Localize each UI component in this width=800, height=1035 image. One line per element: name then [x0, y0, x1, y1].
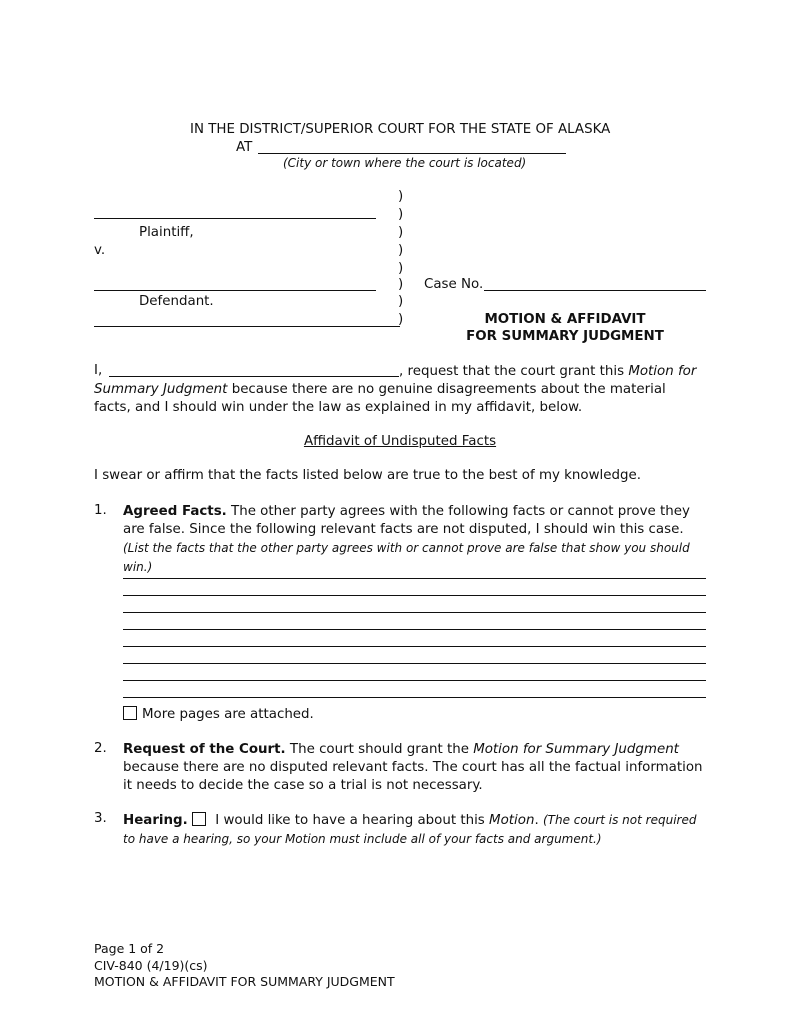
- fact-line[interactable]: [123, 612, 706, 613]
- caption-paren: ): [398, 312, 404, 327]
- footer-page-number: Page 1 of 2: [94, 941, 165, 956]
- oath-statement: I swear or affirm that the facts listed below are true to the best of my knowledge.: [94, 468, 642, 483]
- fact-line[interactable]: [123, 663, 706, 664]
- agreed-facts-text: The other party agrees with the following facts or cannot prove they are false. Since the following relevant facts are not disputed, I should win this case.: [123, 504, 690, 537]
- document-title-line1: MOTION & AFFIDAVIT: [484, 312, 646, 327]
- case-number-label: Case No.: [424, 277, 484, 292]
- item-number: 2.: [94, 741, 107, 756]
- caption-paren: ): [398, 277, 404, 292]
- agreed-facts-hint: (List the facts that the other party agrees with or cannot prove are false that show you should win.): [123, 541, 690, 574]
- hearing-motion-word: Motion: [489, 813, 535, 828]
- caption-paren: ): [398, 207, 404, 222]
- agreed-facts-paragraph: [123, 503, 706, 577]
- item-number: 3.: [94, 811, 107, 826]
- item-number: 1.: [94, 503, 107, 518]
- hearing-paragraph: [123, 811, 706, 849]
- caption-paren: ): [398, 294, 404, 309]
- fact-line[interactable]: [123, 629, 706, 630]
- fact-line[interactable]: [123, 646, 706, 647]
- caption-paren: ): [398, 243, 404, 258]
- request-paragraph: [123, 741, 706, 795]
- caption-paren: ): [398, 261, 404, 276]
- request-text-a: The court should grant the: [285, 742, 474, 757]
- affidavit-heading: Affidavit of Undisputed Facts: [303, 434, 497, 449]
- plaintiff-label: Plaintiff,: [139, 225, 194, 240]
- at-label: AT: [236, 140, 253, 155]
- request-motion-title: Motion for Summary Judgment: [473, 742, 679, 757]
- hearing-checkbox[interactable]: [192, 812, 206, 826]
- request-title: Request of the Court.: [123, 742, 286, 757]
- more-pages-label: More pages are attached.: [142, 707, 314, 722]
- defendant-label: Defendant.: [139, 294, 214, 309]
- request-text-b: because there are no disputed relevant facts. The court has all the factual information it needs to decide the case so a trial is not necessary.: [123, 760, 703, 793]
- location-hint: (City or town where the court is located): [283, 156, 527, 170]
- caption-bottom-line: [94, 326, 400, 327]
- hearing-hint: (The court is not required to have a hearing, so your Motion must include all of your facts and argument.): [123, 813, 697, 846]
- intro-motion-title: Motion for Summary Judgment: [94, 364, 697, 397]
- caption-paren: ): [398, 225, 404, 240]
- fact-line[interactable]: [123, 578, 706, 579]
- court-title: IN THE DISTRICT/SUPERIOR COURT FOR THE STATE OF ALASKA: [190, 122, 611, 137]
- hearing-text-b: .: [534, 813, 543, 828]
- more-pages-option[interactable]: [123, 706, 314, 722]
- hearing-title: Hearing.: [123, 813, 188, 828]
- document-title-line2: FOR SUMMARY JUDGMENT: [466, 329, 664, 344]
- agreed-facts-title: Agreed Facts.: [123, 504, 227, 519]
- fact-line[interactable]: [123, 680, 706, 681]
- defendant-name-line[interactable]: [94, 290, 376, 291]
- caption-paren: ): [398, 189, 404, 204]
- case-number-line[interactable]: [484, 290, 706, 291]
- plaintiff-name-line[interactable]: [94, 218, 376, 219]
- footer-form-title: MOTION & AFFIDAVIT FOR SUMMARY JUDGMENT: [94, 974, 395, 989]
- court-location-line[interactable]: [258, 153, 566, 154]
- versus-label: v.: [94, 243, 106, 258]
- intro-text-a: , request that the court grant this: [399, 364, 629, 379]
- footer-form-code: CIV-840 (4/19)(cs): [94, 958, 208, 973]
- intro-text-b: because there are no genuine disagreements about the material facts, and I should win under the law as explained in my affidavit, below.: [94, 382, 666, 415]
- more-pages-checkbox[interactable]: [123, 706, 137, 720]
- intro-prefix: I,: [94, 363, 103, 378]
- intro-paragraph: [94, 363, 706, 417]
- hearing-text-a: I would like to have a hearing about this: [211, 813, 490, 828]
- fact-line[interactable]: [123, 595, 706, 596]
- fact-line[interactable]: [123, 697, 706, 698]
